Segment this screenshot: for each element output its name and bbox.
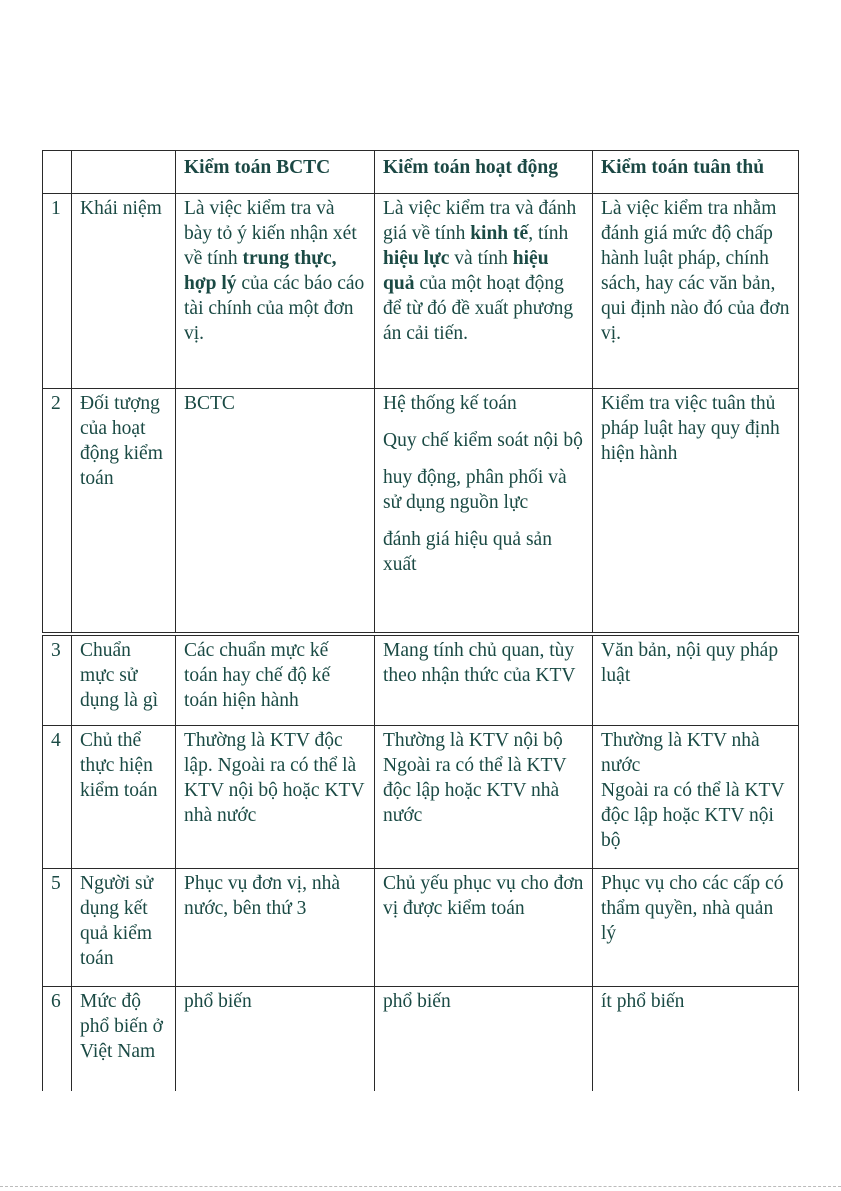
- table-header-row: [43, 151, 799, 194]
- table-row: [43, 389, 799, 634]
- header-cell-tuan-thu: Kiểm toán tuân thủ: [593, 151, 799, 194]
- list-item: đánh giá hiệu quả sản xuất: [383, 529, 552, 575]
- page-bottom-divider: [0, 1186, 841, 1187]
- cell-bctc: [176, 194, 375, 389]
- header-cell-criterion: [72, 151, 176, 194]
- row-number: 1: [43, 194, 72, 389]
- row-label: Mức độ phổ biến ở Việt Nam: [72, 987, 176, 1091]
- comparison-table: [42, 150, 799, 1091]
- text-run: và tính: [449, 248, 513, 269]
- cell-bctc: Thường là KTV độc lập. Ngoài ra có thể là KTV nội bộ hoặc KTV nhà nước: [176, 726, 375, 869]
- row-number: 2: [43, 389, 72, 634]
- text-run: của các báo cáo tài chính của một đơn vị.: [184, 273, 365, 344]
- cell-tuan-thu: Kiểm tra việc tuân thủ pháp luật hay quy định hiện hành: [593, 389, 799, 634]
- cell-line: Ngoài ra có thể là KTV độc lập hoặc KTV nội bộ: [601, 780, 785, 851]
- header-cell-hoat-dong: Kiểm toán hoạt động: [375, 151, 593, 194]
- cell-hoat-dong: phổ biến: [375, 987, 593, 1091]
- cell-line: Thường là KTV nội bộ: [383, 730, 563, 751]
- header-cell-bctc: Kiểm toán BCTC: [176, 151, 375, 194]
- cell-tuan-thu: Là việc kiểm tra nhằm đánh giá mức độ chấp hành luật pháp, chính sách, hay các văn bản, qui định nào đó của đơn vị.: [593, 194, 799, 389]
- table-row: [43, 726, 799, 869]
- cell-line: Ngoài ra có thể là KTV độc lập hoặc KTV nhà nước: [383, 755, 567, 826]
- row-label: Chủ thể thực hiện kiểm toán: [72, 726, 176, 869]
- text-run: Là việc kiểm tra và bày tỏ ý kiến nhận xét về tính: [184, 198, 357, 269]
- list-item: Hệ thống kế toán: [383, 393, 517, 414]
- text-run: của một hoạt động để từ đó đề xuất phương án cải tiến.: [383, 273, 574, 344]
- cell-bctc: Các chuẩn mực kế toán hay chế độ kế toán hiện hành: [176, 634, 375, 726]
- row-label: Khái niệm: [72, 194, 176, 389]
- row-label: Đối tượng của hoạt động kiểm toán: [72, 389, 176, 634]
- row-number: 6: [43, 987, 72, 1091]
- emphasis-text: hiệu quả: [383, 248, 549, 294]
- table-row: [43, 194, 799, 389]
- cell-tuan-thu: [593, 726, 799, 869]
- cell-bctc: Phục vụ đơn vị, nhà nước, bên thứ 3: [176, 869, 375, 987]
- cell-hoat-dong: [375, 726, 593, 869]
- cell-tuan-thu: ít phổ biến: [593, 987, 799, 1091]
- text-run: , tính: [528, 223, 569, 244]
- cell-hoat-dong: [375, 194, 593, 389]
- cell-tuan-thu: Phục vụ cho các cấp có thẩm quyền, nhà quản lý: [593, 869, 799, 987]
- row-number: 5: [43, 869, 72, 987]
- list-item: huy động, phân phối và sử dụng nguồn lực: [383, 467, 567, 513]
- cell-hoat-dong: Mang tính chủ quan, tùy theo nhận thức của KTV: [375, 634, 593, 726]
- row-number: 3: [43, 634, 72, 726]
- text-run: Là việc kiểm tra và đánh giá về tính: [383, 198, 577, 244]
- cell-bctc: BCTC: [176, 389, 375, 634]
- row-label: Chuẩn mực sử dụng là gì: [72, 634, 176, 726]
- cell-hoat-dong: Chủ yếu phục vụ cho đơn vị được kiểm toán: [375, 869, 593, 987]
- row-number: 4: [43, 726, 72, 869]
- cell-line: Thường là KTV nhà nước: [601, 730, 760, 776]
- cell-tuan-thu: Văn bản, nội quy pháp luật: [593, 634, 799, 726]
- row-label: Người sử dụng kết quả kiểm toán: [72, 869, 176, 987]
- table-row: [43, 869, 799, 987]
- emphasis-text: trung thực, hợp lý: [184, 248, 337, 294]
- table-row: [43, 987, 799, 1091]
- cell-bctc: phổ biến: [176, 987, 375, 1091]
- table-row: [43, 634, 799, 726]
- emphasis-text: kinh tế: [470, 223, 529, 244]
- header-cell-number: [43, 151, 72, 194]
- cell-hoat-dong: [375, 389, 593, 634]
- list-item: Quy chế kiểm soát nội bộ: [383, 430, 583, 451]
- emphasis-text: hiệu lực: [383, 248, 450, 269]
